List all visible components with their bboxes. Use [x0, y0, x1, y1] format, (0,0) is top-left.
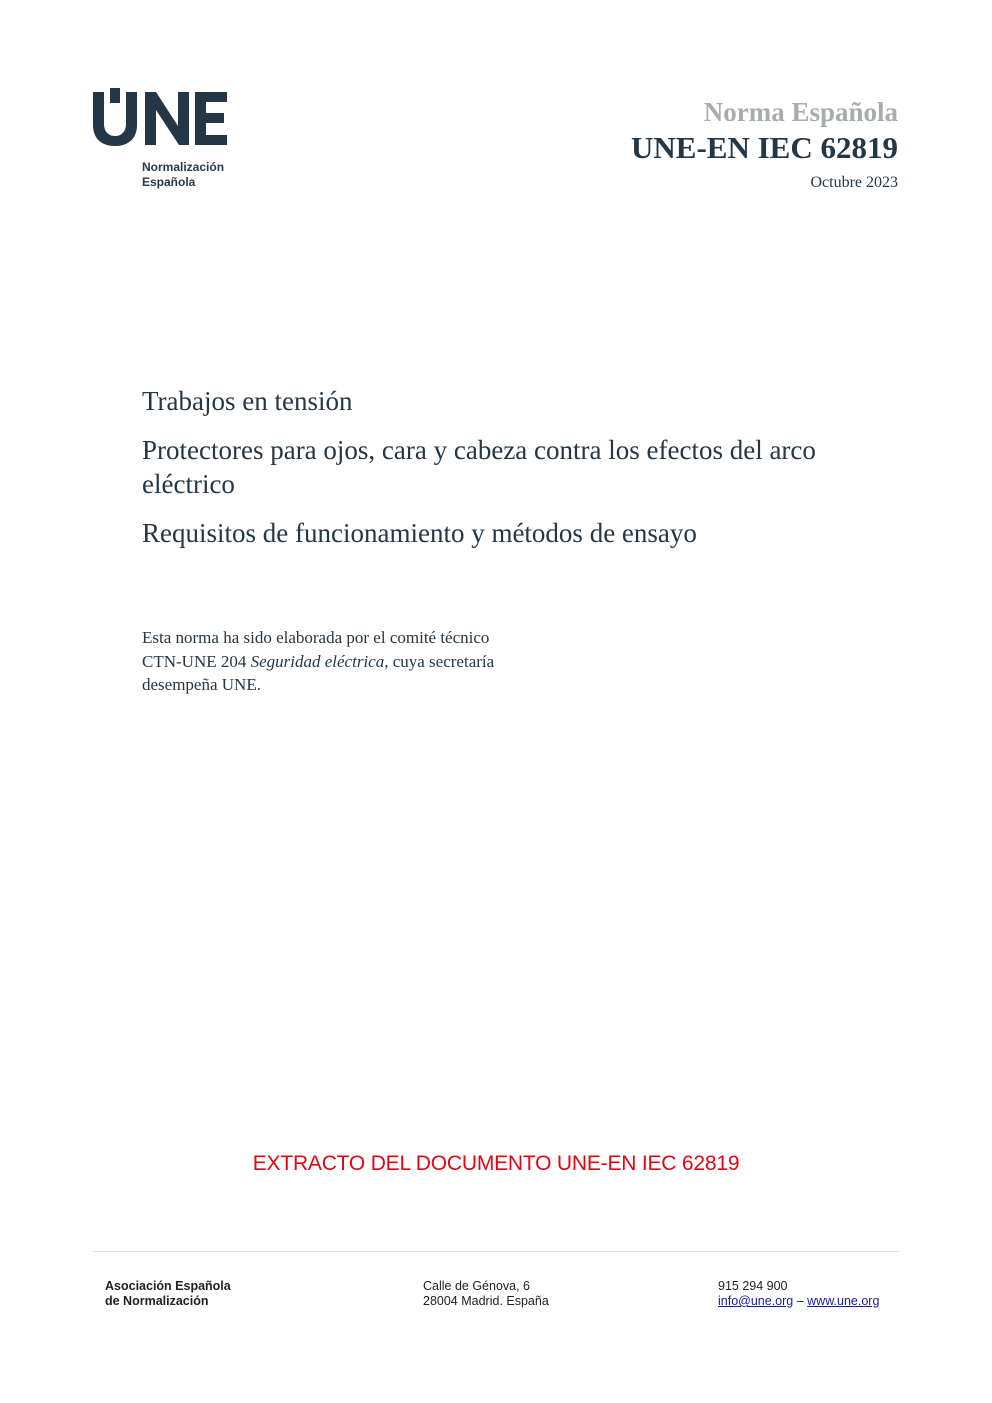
une-logo-wordmark — [93, 88, 227, 146]
norma-header — [631, 95, 898, 192]
committee-line1: Esta norma ha sido elaborada por el comité técnico — [142, 628, 490, 647]
committee-line3: desempeña UNE. — [142, 675, 261, 694]
email-link[interactable]: info@une.org — [718, 1294, 794, 1308]
logo-subtitle — [142, 160, 243, 190]
footer-org-line1: Asociación Española — [105, 1279, 231, 1293]
footer-links — [718, 1294, 879, 1309]
footer-contact — [718, 1279, 879, 1309]
footer-address — [423, 1279, 549, 1309]
norma-label: Norma Española — [703, 97, 898, 127]
logo-subtitle-line1: Normalización — [142, 160, 225, 174]
une-logo — [93, 88, 243, 190]
committee-line2 — [142, 650, 602, 674]
document-titles — [142, 384, 902, 565]
website-link[interactable]: www.une.org — [807, 1294, 880, 1308]
title-sub: Protectores para ojos, cara y cabeza contra los efectos del arco eléctrico — [142, 435, 816, 499]
footer-organization — [105, 1279, 231, 1309]
footer-addr-line1: Calle de Génova, 6 — [423, 1279, 531, 1293]
norma-date: Octubre 2023 — [810, 174, 898, 191]
footer-addr-line2: 28004 Madrid. España — [423, 1294, 549, 1308]
footer-org-line2: de Normalización — [105, 1294, 209, 1308]
committee-statement — [142, 626, 602, 697]
extract-notice: EXTRACTO DEL DOCUMENTO UNE-EN IEC 62819 — [252, 1152, 740, 1175]
logo-subtitle-line2: Española — [142, 175, 196, 189]
norma-code: UNE-EN IEC 62819 — [631, 130, 898, 165]
link-separator: – — [793, 1294, 808, 1308]
footer-phone: 915 294 900 — [718, 1279, 788, 1293]
title-main: Trabajos en tensión — [142, 386, 353, 416]
footer-divider — [93, 1251, 899, 1252]
committee-name: Seguridad eléctrica — [250, 651, 385, 671]
committee-line2-suffix: , cuya secretaría — [384, 651, 495, 671]
title-requirements: Requisitos de funcionamiento y métodos de ensayo — [142, 518, 697, 548]
committee-code: CTN-UNE 204 — [142, 651, 251, 671]
